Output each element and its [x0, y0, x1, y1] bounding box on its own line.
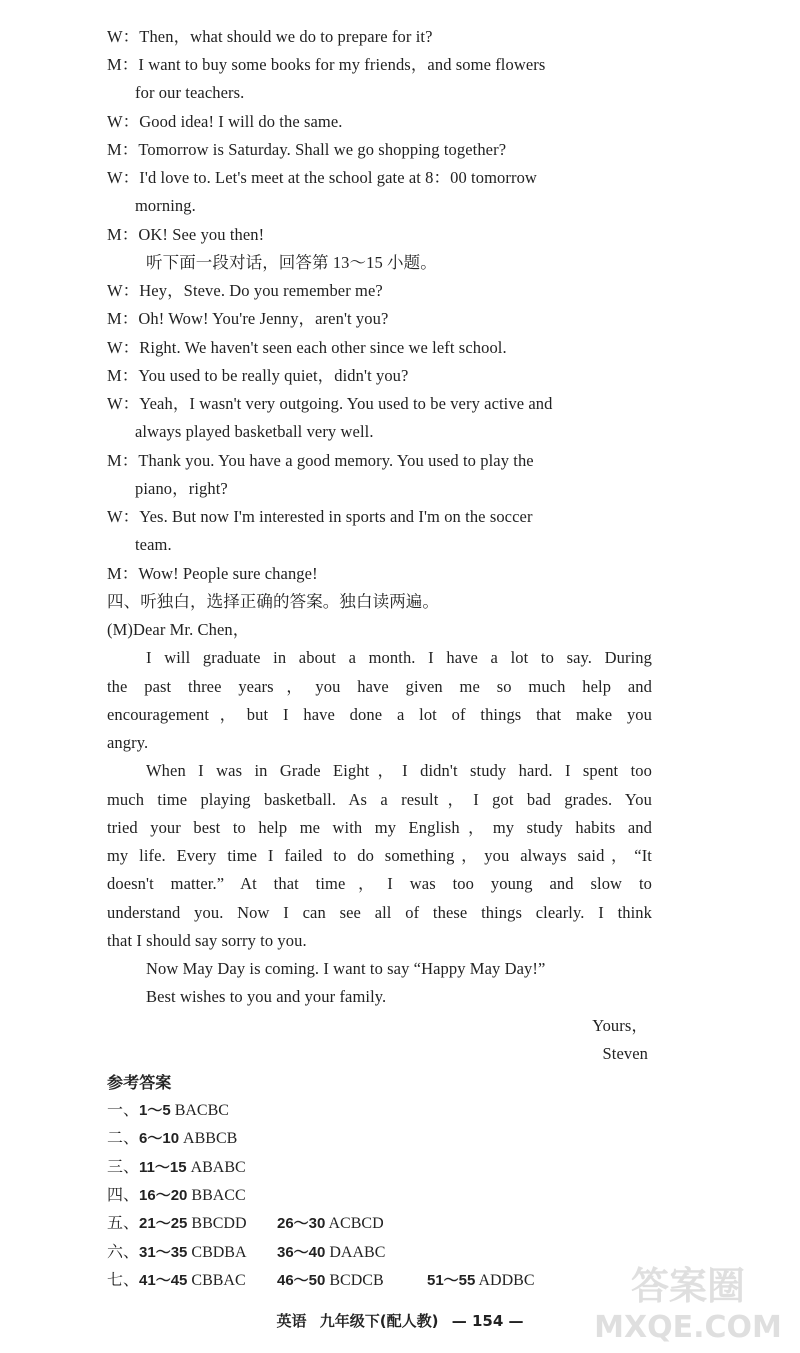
letter-line: Now May Day is coming. I want to say “Happy May Day!” [146, 959, 546, 978]
footer-grade: 九年级下(配人教) [319, 1312, 439, 1330]
dialog-line: W：Hey，Steve. Do you remember me? [107, 281, 383, 300]
dialog-line: piano，right? [135, 479, 228, 498]
answer-range: 46～50 [277, 1272, 326, 1289]
answer-range: 11～15 [139, 1159, 187, 1176]
dialog-line: team. [135, 535, 172, 554]
answer-range: 51～55 [427, 1272, 476, 1289]
letter-line: angry. [107, 733, 149, 752]
answer-letters: BBCDD [191, 1215, 247, 1232]
letter-salutation: (M)Dear Mr. Chen， [107, 620, 250, 639]
answer-range: 16～20 [139, 1187, 188, 1204]
answer-group [139, 1187, 246, 1204]
answer-letters: ABBCB [183, 1130, 238, 1147]
dialog-line: M：Oh! Wow! You're Jenny，aren't you? [107, 309, 389, 328]
instruction-text: 听下面一段对话，回答第 13～15 小题。 [146, 253, 437, 272]
answers-heading: 参考答案 [107, 1073, 172, 1092]
answer-section-label: 七、 [107, 1272, 140, 1289]
answer-range: 6～10 [139, 1130, 180, 1147]
answer-group [139, 1272, 246, 1289]
letter-line: much time playing basketball. As a result，I got bad grades. You [107, 790, 652, 809]
answer-letters: ABABC [190, 1159, 246, 1176]
answer-section-label: 五、 [107, 1215, 140, 1232]
answer-group [139, 1130, 237, 1147]
answer-row [107, 1158, 246, 1178]
answer-letters: BBACC [191, 1187, 246, 1204]
dialog-line: W：Yes. But now I'm interested in sports and I'm on the soccer [107, 507, 533, 526]
letter-line: Best wishes to you and your family. [146, 987, 387, 1006]
answer-group [427, 1271, 535, 1291]
answer-section-label: 六、 [107, 1244, 140, 1261]
answer-letters: CBBAC [191, 1272, 246, 1289]
letter-line: the past three years，you have given me so much help and [107, 677, 652, 696]
answer-group [139, 1215, 247, 1232]
dialog-line: M：I want to buy some books for my friends，and some flowers [107, 55, 546, 74]
dialog-line: W：I'd love to. Let's meet at the school gate at 8：00 tomorrow [107, 168, 537, 187]
answer-group [139, 1244, 247, 1261]
answer-row [107, 1243, 386, 1263]
answer-letters: ADDBC [478, 1272, 535, 1289]
answer-range: 1～5 [139, 1102, 171, 1119]
letter-line: encouragement，but I have done a lot of things that make you [107, 705, 652, 724]
watermark-line1: 答案圈 [630, 1264, 746, 1308]
letter-signature: Steven [602, 1044, 648, 1063]
answer-letters: BACBC [174, 1102, 229, 1119]
dialog-line: always played basketball very well. [135, 422, 374, 441]
dialog-line: M：Thank you. You have a good memory. You used to play the [107, 451, 534, 470]
answer-section-label: 四、 [107, 1187, 140, 1204]
page-number: — 154 — [451, 1312, 524, 1330]
letter-line: understand you. Now I can see all of these things clearly. I think [107, 903, 652, 922]
dialog-line: M：OK! See you then! [107, 225, 265, 244]
answer-section-label: 二、 [107, 1130, 140, 1147]
answer-range: 21～25 [139, 1215, 188, 1232]
letter-closing: Yours， [592, 1016, 648, 1035]
dialog-line: morning. [135, 196, 196, 215]
answer-range: 41～45 [139, 1272, 188, 1289]
dialog-line: for our teachers. [135, 83, 245, 102]
answer-range: 31～35 [139, 1244, 188, 1261]
letter-line: tried your best to help me with my English，my study habits and [107, 818, 652, 837]
answer-group [139, 1159, 246, 1176]
answer-section-label: 三、 [107, 1159, 140, 1176]
dialog-line: W：Then，what should we do to prepare for it? [107, 27, 433, 46]
letter-line: I will graduate in about a month. I have a lot to say. During [146, 648, 652, 667]
answer-letters: DAABC [329, 1244, 386, 1261]
dialog-line: M：Tomorrow is Saturday. Shall we go shopping together? [107, 140, 507, 159]
answer-group [277, 1214, 384, 1234]
letter-line: doesn't matter.” At that time，I was too young and slow to [107, 874, 652, 893]
answer-group [277, 1243, 385, 1263]
answer-row [107, 1214, 384, 1234]
section-heading: 四、听独白，选择正确的答案。独白读两遍。 [107, 592, 439, 611]
answer-letters: CBDBA [191, 1244, 247, 1261]
dialog-line: M：Wow! People sure change! [107, 564, 318, 583]
dialog-line: W：Right. We haven't seen each other since we left school. [107, 338, 507, 357]
dialog-line: W：Yeah，I wasn't very outgoing. You used to be very active and [107, 394, 553, 413]
answer-range: 36～40 [277, 1244, 326, 1261]
dialog-line: M：You used to be really quiet，didn't you? [107, 366, 409, 385]
answer-group [277, 1271, 384, 1291]
answer-section-label: 一、 [107, 1102, 140, 1119]
answer-range: 26～30 [277, 1215, 326, 1232]
letter-line: my life. Every time I failed to do something，you always said，“It [107, 846, 652, 865]
letter-line: that I should say sorry to you. [107, 931, 307, 950]
answer-row [107, 1186, 246, 1206]
watermark-line2: MXQE.COM [594, 1310, 782, 1345]
watermark-logo [588, 1257, 788, 1347]
letter-line: When I was in Grade Eight，I didn't study hard. I spent too [146, 761, 652, 780]
answer-row [107, 1129, 237, 1149]
footer-subject: 英语 [276, 1312, 307, 1330]
answer-group [139, 1102, 229, 1119]
answer-row [107, 1101, 229, 1121]
dialog-line: W：Good idea! I will do the same. [107, 112, 343, 131]
answer-letters: BCDCB [329, 1272, 384, 1289]
answer-row [107, 1271, 535, 1291]
answer-letters: ACBCD [328, 1215, 384, 1232]
